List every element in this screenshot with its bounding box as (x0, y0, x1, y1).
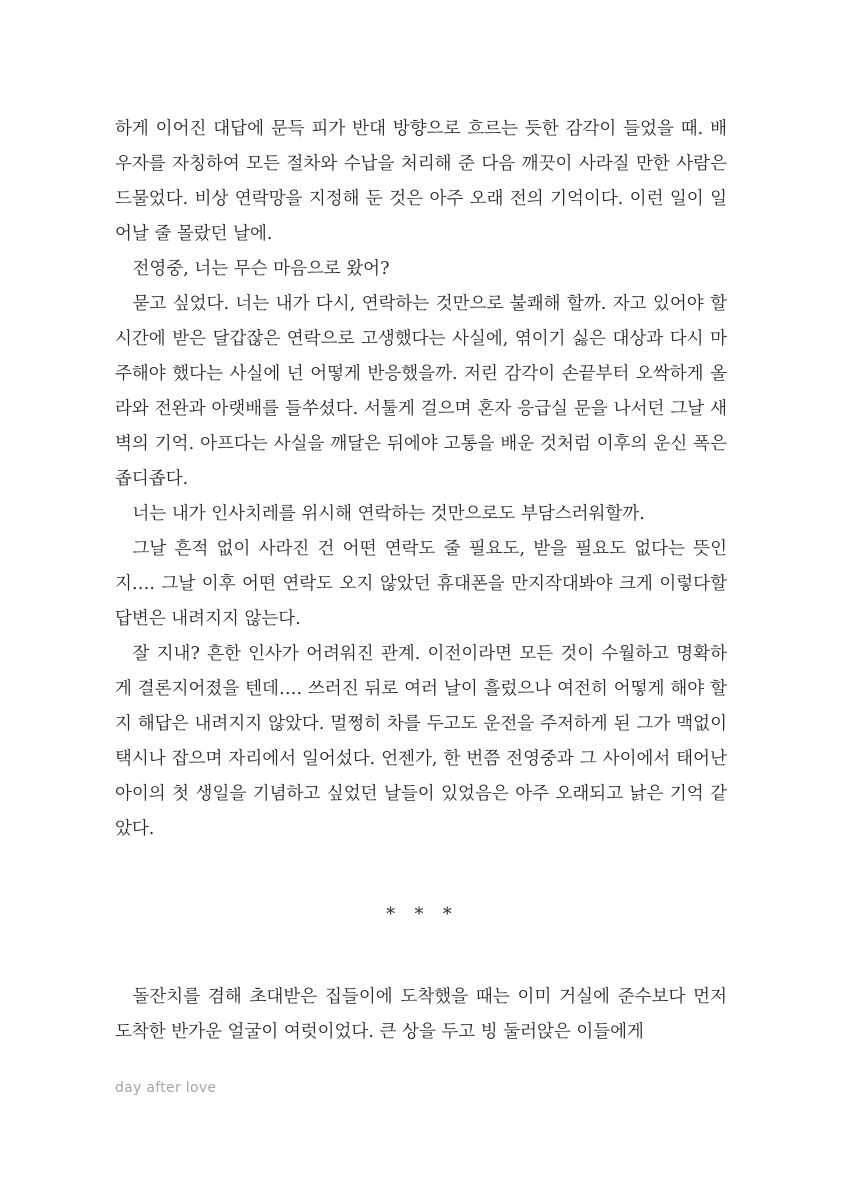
running-footer: day after love (115, 1080, 217, 1096)
paragraph-reflection: 묻고 싶었다. 너는 내가 다시, 연락하는 것만으로 불쾌해 할까. 자고 있어야 할 시간에 받은 달갑잖은 연락으로 고생했다는 사실에, 엮이기 싫은 대상과 다시 마주해야 했다는 사실에 넌 어떻게 반응했을까. 저린 감각이 손끝부터 오싹하게 올라와 전완과 아랫배를 들쑤셨다. 서툴게 걸으며 혼자 응급실 문을 나서던 그날 새벽의 기억. 아프다는 사실을 깨달은 뒤에야 고통을 배운 것처럼 이후의 운신 폭은 좁디좁다. (115, 294, 727, 489)
paragraph-continuation: 하게 이어진 대답에 문득 피가 반대 방향으로 흐르는 듯한 감각이 들었을 때. 배우자를 자칭하여 모든 절차와 수납을 처리해 준 다음 깨끗이 사라질 만한 사람은 드물었다. 비상 연락망을 지정해 둔 것은 아주 오래 전의 기억이다. 이런 일이 일어날 줄 몰랐던 날에. (115, 119, 727, 244)
paragraph-disappearance: 그날 흔적 없이 사라진 건 어떤 연락도 줄 필요도, 받을 필요도 없다는 뜻인지…. 그날 이후 어떤 연락도 오지 않았던 휴대폰을 만지작대봐야 크게 이렇다할 답변은 내려지지 않는다. (115, 539, 727, 629)
paragraph-burden: 너는 내가 인사치레를 위시해 연락하는 것만으로도 부담스러워할까. (132, 504, 645, 524)
paragraph-greeting: 잘 지내? 흔한 인사가 어려워진 관계. 이전이라면 모든 것이 수월하고 명확하게 결론지어졌을 텐데…. 쓰러진 뒤로 여러 날이 흘렀으나 여전히 어떻게 해야 할지 해답은 내려지지 않았다. 멀쩡히 차를 두고도 운전을 주저하게 된 그가 맥없이 택시나 잡으며 자리에서 일어섰다. 언젠가, 한 번쯤 전영중과 그 사이에서 태어난 아이의 첫 생일을 기념하고 싶었던 날들이 있었음은 아주 오래되고 낡은 기억 같았다. (115, 644, 727, 839)
body-text (115, 112, 727, 847)
section-two-text (115, 980, 727, 1050)
paragraph-party: 돌잔치를 겸해 초대받은 집들이에 도착했을 때는 이미 거실에 준수보다 먼저 도착한 반가운 얼굴이 여럿이었다. 큰 상을 두고 빙 둘러앉은 이들에게 (115, 987, 727, 1042)
section-break: * * * (386, 905, 456, 925)
paragraph-question: 전영중, 너는 무슨 마음으로 왔어? (132, 259, 390, 279)
